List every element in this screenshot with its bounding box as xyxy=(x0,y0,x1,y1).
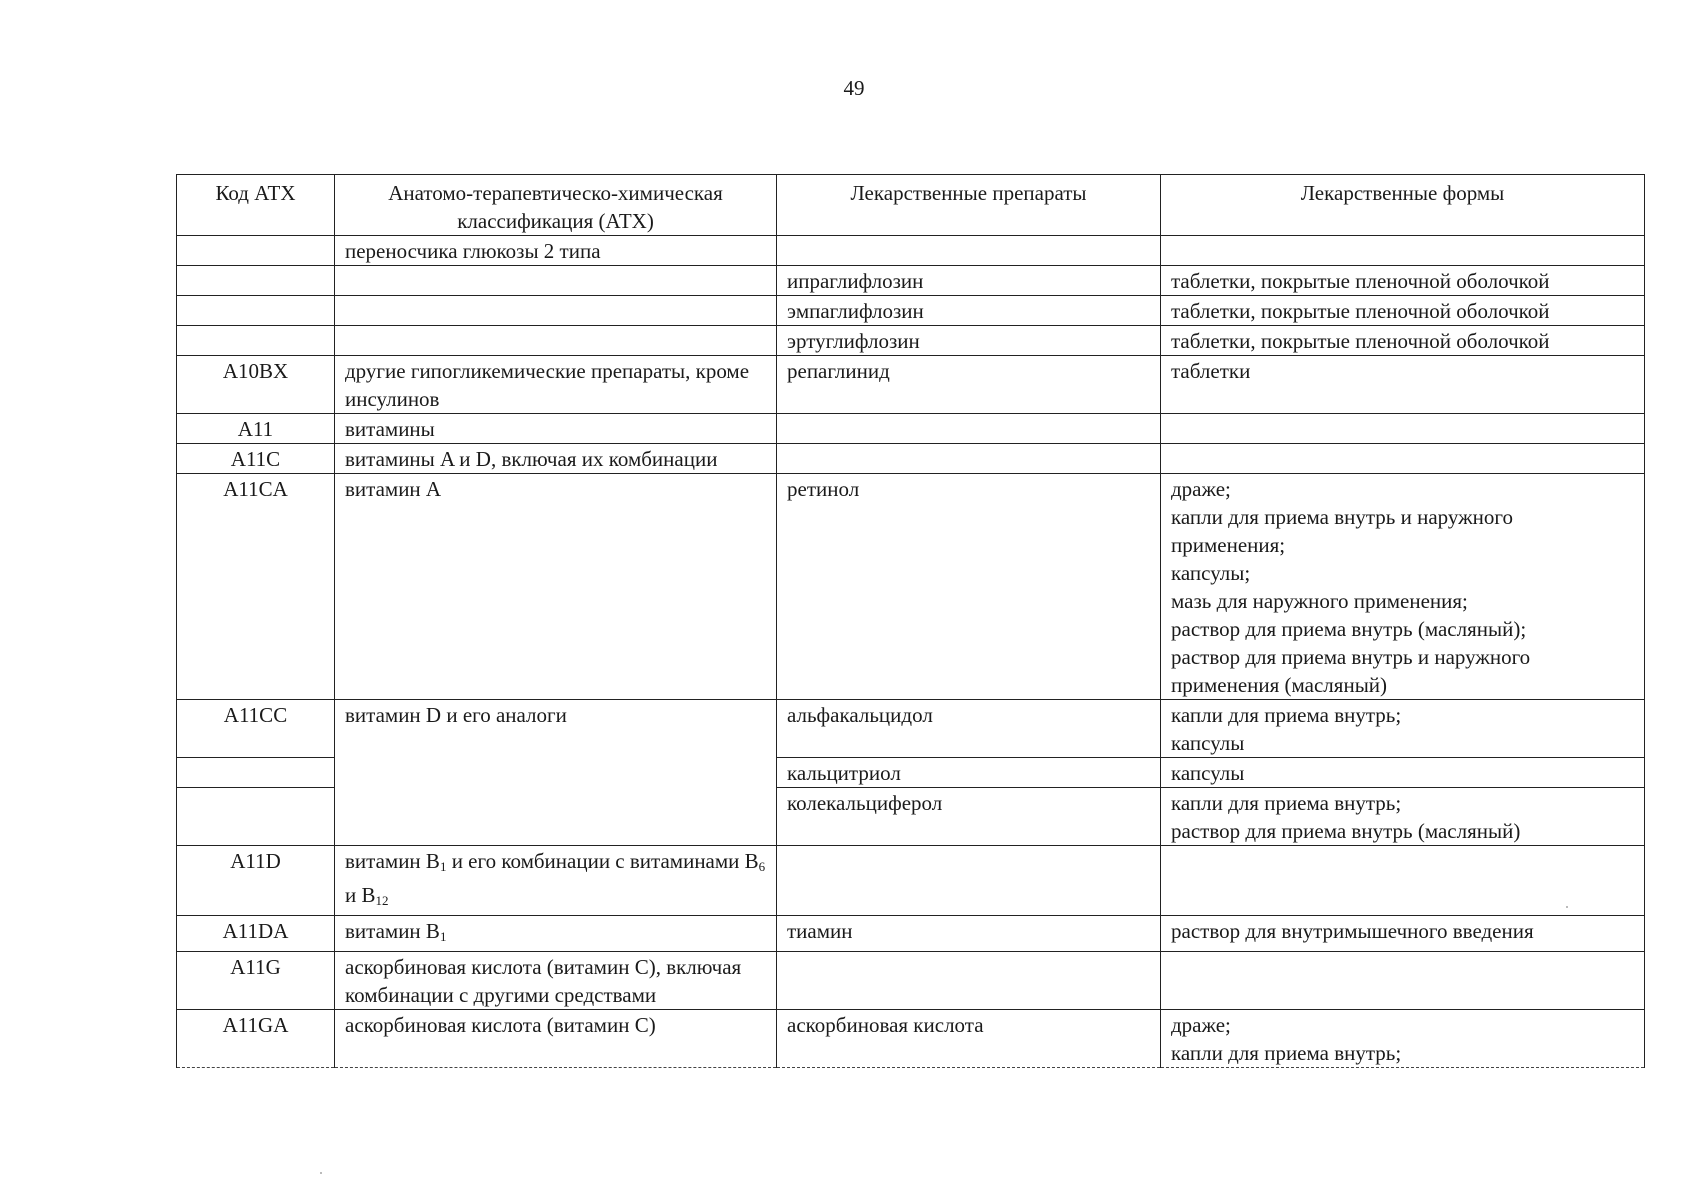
row-code: A11 xyxy=(177,414,335,444)
classification-text: витамин B xyxy=(345,919,440,943)
row-drug: аскорбиновая кислота xyxy=(777,1010,1161,1068)
row-drug: эртуглифлозин xyxy=(777,326,1161,356)
row-drug: альфакальцидол xyxy=(777,700,1161,758)
row-drug: колекальциферол xyxy=(777,788,1161,846)
form-line: применения (масляный) xyxy=(1171,673,1388,697)
form-line: таблетки, покрытые пленочной оболочкой xyxy=(1171,269,1550,293)
form-line: таблетки xyxy=(1171,359,1251,383)
row-classification xyxy=(335,326,777,356)
row-drug: репаглинид xyxy=(777,356,1161,414)
form-line: таблетки, покрытые пленочной оболочкой xyxy=(1171,299,1550,323)
table-row xyxy=(177,296,1645,326)
row-classification xyxy=(335,266,777,296)
table-row xyxy=(177,414,1645,444)
table-row xyxy=(177,444,1645,474)
row-forms xyxy=(1161,296,1645,326)
row-classification xyxy=(335,846,777,916)
form-line: применения; xyxy=(1171,533,1286,557)
row-classification: другие гипогликемические препараты, кроме инсулинов xyxy=(335,356,777,414)
row-classification: витамины A и D, включая их комбинации xyxy=(335,444,777,474)
page-number: 49 xyxy=(843,76,865,100)
row-forms xyxy=(1161,236,1645,266)
classification-text: витамин B xyxy=(345,849,440,873)
row-classification: аскорбиновая кислота (витамин C), включая комбинации с другими средствами xyxy=(335,952,777,1010)
subscript: 1 xyxy=(439,929,447,944)
table-row xyxy=(177,326,1645,356)
row-forms xyxy=(1161,952,1645,1010)
row-classification: витамин D и его аналоги xyxy=(335,700,777,846)
table-row xyxy=(177,700,1645,758)
row-drug: тиамин xyxy=(777,916,1161,952)
row-drug xyxy=(777,952,1161,1010)
row-drug xyxy=(777,444,1161,474)
row-forms xyxy=(1161,444,1645,474)
row-drug: эмпаглифлозин xyxy=(777,296,1161,326)
subscript: 1 xyxy=(439,859,447,874)
row-code: A11CC xyxy=(177,700,335,758)
row-code: A10BX xyxy=(177,356,335,414)
row-code xyxy=(177,236,335,266)
row-code xyxy=(177,266,335,296)
header-forms: Лекарственные формы xyxy=(1161,175,1645,236)
scan-artifact xyxy=(320,1172,322,1174)
row-forms xyxy=(1161,700,1645,758)
row-drug: ипраглифлозин xyxy=(777,266,1161,296)
table-row xyxy=(177,236,1645,266)
subscript: 6 xyxy=(758,859,766,874)
form-line: капсулы xyxy=(1171,761,1245,785)
form-line: капсулы xyxy=(1171,731,1245,755)
row-code: A11GA xyxy=(177,1010,335,1068)
form-line: раствор для внутримышечного введения xyxy=(1171,919,1534,943)
row-forms xyxy=(1161,266,1645,296)
form-line: капли для приема внутрь; xyxy=(1171,791,1402,815)
row-drug xyxy=(777,414,1161,444)
row-drug: ретинол xyxy=(777,474,1161,700)
row-classification xyxy=(335,916,777,952)
classification-text: и B xyxy=(345,883,376,907)
row-code xyxy=(177,788,335,846)
header-classification: Анатомо-терапевтическо-химическая классификация (АТХ) xyxy=(335,175,777,236)
row-classification: переносчика глюкозы 2 типа xyxy=(335,236,777,266)
table-row xyxy=(177,266,1645,296)
row-code: A11DA xyxy=(177,916,335,952)
row-forms xyxy=(1161,788,1645,846)
form-line: раствор для приема внутрь и наружного xyxy=(1171,645,1531,669)
row-code: A11G xyxy=(177,952,335,1010)
header-drugs: Лекарственные препараты xyxy=(777,175,1161,236)
row-code: A11C xyxy=(177,444,335,474)
row-classification xyxy=(335,296,777,326)
table-row xyxy=(177,916,1645,952)
row-forms xyxy=(1161,474,1645,700)
table-header-row xyxy=(177,175,1645,236)
row-drug xyxy=(777,846,1161,916)
row-forms xyxy=(1161,326,1645,356)
row-code: A11CA xyxy=(177,474,335,700)
scan-artifact xyxy=(1566,906,1568,908)
row-forms xyxy=(1161,758,1645,788)
row-classification: витамин A xyxy=(335,474,777,700)
table-row xyxy=(177,474,1645,700)
header-code: Код АТХ xyxy=(177,175,335,236)
form-line: капли для приема внутрь; xyxy=(1171,1041,1402,1065)
row-forms xyxy=(1161,356,1645,414)
row-code xyxy=(177,326,335,356)
row-forms xyxy=(1161,846,1645,916)
row-drug: кальцитриол xyxy=(777,758,1161,788)
form-line: раствор для приема внутрь (масляный); xyxy=(1171,617,1527,641)
row-forms xyxy=(1161,916,1645,952)
form-line: раствор для приема внутрь (масляный) xyxy=(1171,819,1521,843)
row-classification: аскорбиновая кислота (витамин C) xyxy=(335,1010,777,1068)
form-line: капли для приема внутрь и наружного xyxy=(1171,505,1513,529)
subscript: 12 xyxy=(375,893,389,908)
classification-text: и его комбинации с витаминами B xyxy=(446,849,759,873)
row-drug xyxy=(777,236,1161,266)
form-line: капсулы; xyxy=(1171,561,1251,585)
atx-drug-table xyxy=(176,174,1645,1068)
table-row xyxy=(177,846,1645,916)
row-code: A11D xyxy=(177,846,335,916)
form-line: драже; xyxy=(1171,477,1231,501)
form-line: драже; xyxy=(1171,1013,1231,1037)
table-row xyxy=(177,1010,1645,1068)
table-row xyxy=(177,356,1645,414)
row-code xyxy=(177,296,335,326)
form-line: мазь для наружного применения; xyxy=(1171,589,1468,613)
row-code xyxy=(177,758,335,788)
row-forms xyxy=(1161,414,1645,444)
row-classification: витамины xyxy=(335,414,777,444)
form-line: таблетки, покрытые пленочной оболочкой xyxy=(1171,329,1550,353)
table-row xyxy=(177,952,1645,1010)
row-forms xyxy=(1161,1010,1645,1068)
form-line: капли для приема внутрь; xyxy=(1171,703,1402,727)
